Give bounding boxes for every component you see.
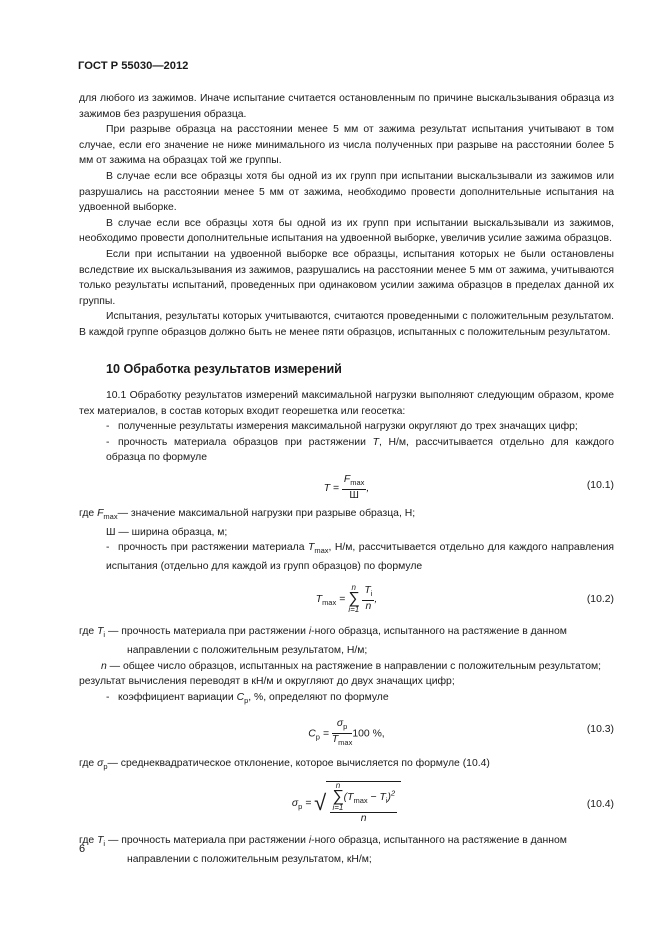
standard-header: ГОСТ Р 55030—2012 — [78, 60, 189, 72]
formula-10-2: $T_{max} = n$ ∑ i=1 $\frac{T_i}{n}$ , (10.2) — [315, 583, 614, 615]
formula-number: (10.2) — [586, 594, 614, 606]
formula-number: (10.4) — [586, 799, 614, 810]
list-item: - прочность при растяжении материала $T_{max}$, Н/м, рассчитывается отдельно для каждого направления испытания (отдельно для каждой из групп образцов) по формуле — [106, 542, 614, 572]
paragraph: При разрыве образца на расстоянии менее 5 мм от зажима результат испытания учитывают в том случае, если его значение не ниже минимального из числа полученных при разрыве на расстоянии более 5 мм от зажима на образцах той же группы. — [79, 124, 614, 167]
section-title: 10 Обработка результатов измерений — [106, 361, 342, 376]
page-number: 6 — [79, 843, 86, 855]
formula-number: (10.1) — [586, 480, 614, 492]
where-item: n — общее число образцов, испытанных на растяжение в направлении с положительным результатом; — [101, 660, 602, 672]
formula-number: (10.3) — [586, 724, 614, 736]
list-item: - коэффициент вариации $C_p$, %, определяют по формуле — [106, 691, 389, 705]
page-body — [79, 91, 614, 867]
paragraph: В случае если все образцы хотя бы одной из их групп при испытании выскальзывали из зажимов или разрушались на расстоянии менее 5 мм от зажима, необходимо провести дополнительные испытания на удвоенной выборке. — [79, 170, 614, 214]
paragraph: В случае если все образцы хотя бы одной из их групп при испытании выскальзывали из зажимов, необходимо провести дополнительные испытания на удвоенной выборке, увеличив усилие зажима образцов. — [79, 217, 614, 245]
where-clause: где $\sigma_p$ — среднеквадратическое отклонение, которое вычисляется по формуле (10.4) — [79, 758, 490, 772]
where-clause: где $T_i$ — прочность материала при растяжении i-ного образца, испытанного на растяжение в данном направлении с положительным результатом, кН/м; — [79, 835, 567, 865]
paragraph: 10.1 Обработку результатов измерений максимальной нагрузки выполняют следующим образом, кроме тех материалов, в состав которых входит георешетка или геосетка: — [79, 390, 614, 417]
where-clause: где $T_i$ — прочность материала при растяжении i-ного образца, испытанного на растяжение в данном направлении с положительным результатом, Н/м; — [79, 626, 567, 657]
list-item: - прочность материала образцов при растяжении T, Н/м, рассчитывается отдельно для каждого образца по формуле — [106, 436, 614, 464]
paragraph: результат вычисления переводят в кН/м и округляют до двух значащих цифр; — [79, 676, 455, 688]
formula-10-3: $C_p$ = $\frac{\sigma_p}{T_{max}}$ 100 %, (10.3) — [308, 718, 614, 748]
where-clause: где $F_{max}$ — значение максимальной нагрузки при разрыве образца, Н; — [79, 508, 416, 522]
paragraph: для любого из зажимов. Иначе испытание считается остановленным по причине выскальзывания образца из зажимов без разрушения образца. — [79, 93, 614, 120]
paragraph: Если при испытании на удвоенной выборке все образцы, испытания которых не были остановлены вследствие их выскальзывания из зажимов, разрушались на расстоянии менее 5 мм от зажима, учитываются только результаты испытаний, проведенных при одинаковом усилии зажима образцов в пределах данной их группы. — [79, 248, 614, 307]
paragraph: Испытания, результаты которых учитываются, считаются проведенными с положительным результатом. В каждой группе образцов должно быть не менее пяти образцов, испытанных с положительным результатом. — [79, 311, 614, 338]
list-item: - полученные результаты измерения максимальной нагрузки округляют до трех значащих цифр; — [106, 421, 578, 433]
formula-10-4: $\sigma_p$ = √ n ∑ $i=1(T_{max} - T_i)^2$ n (10.4) — [291, 781, 614, 824]
where-item: Ш — ширина образца, м; — [106, 526, 228, 538]
formula-10-1: T = $\frac{F_{max}}{Ш}$ , (10.1) — [323, 474, 614, 502]
